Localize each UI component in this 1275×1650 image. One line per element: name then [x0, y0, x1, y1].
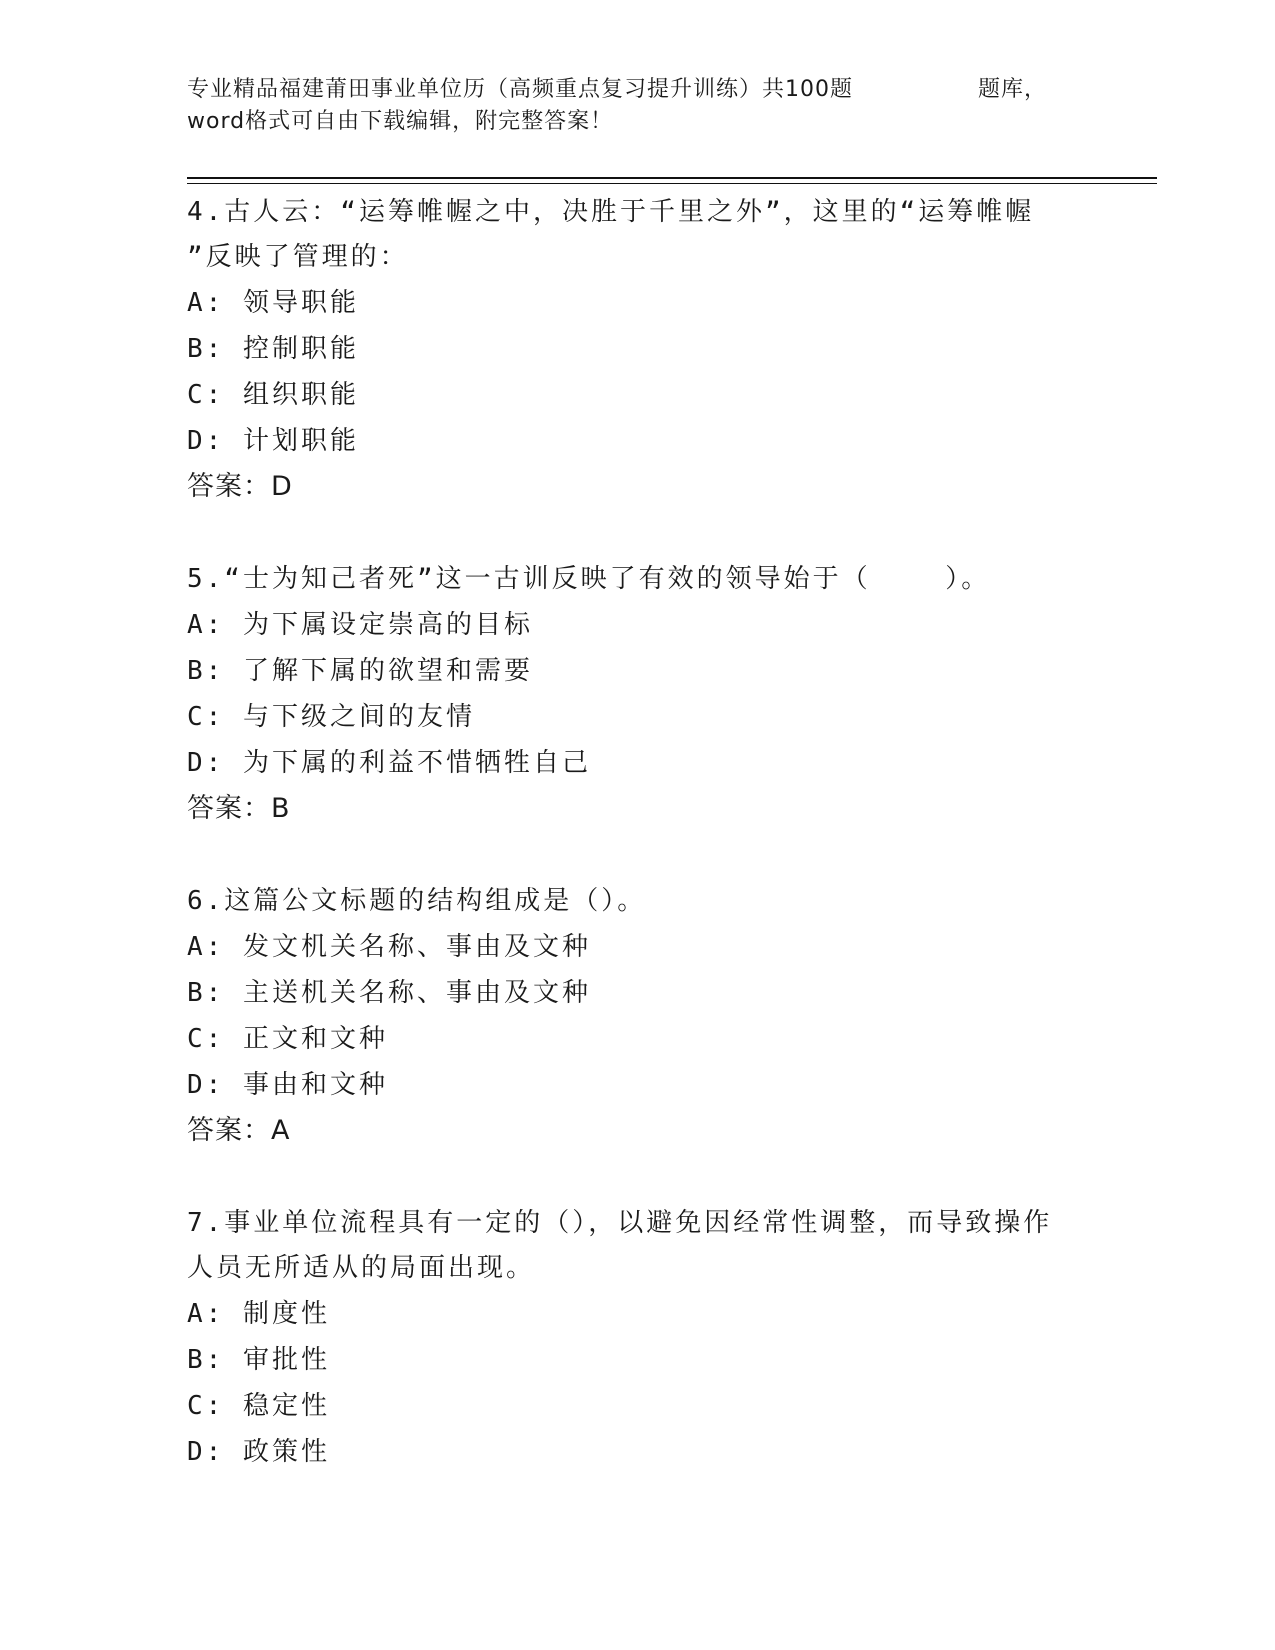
- answer-label: 答案：A: [187, 1115, 291, 1146]
- option-c: C: 稳定性: [187, 1391, 330, 1421]
- answer-label: 答案：B: [187, 793, 291, 824]
- question-7: [187, 1201, 1067, 1475]
- question-list: [187, 190, 1067, 1522]
- question-stem-line: 6.这篇公文标题的结构组成是（）。: [187, 886, 647, 916]
- question-stem-line: 人员无所适从的局面出现。: [187, 1253, 536, 1283]
- question-4: [187, 190, 1067, 510]
- option-d: D: 为下属的利益不惜牺牲自己: [187, 748, 591, 778]
- option-a: A: 为下属设定崇高的目标: [187, 610, 533, 640]
- option-a: A: 发文机关名称、事由及文种: [187, 932, 591, 962]
- option-c: C: 与下级之间的友情: [187, 702, 475, 732]
- question-stem-line: 7.事业单位流程具有一定的（），以避免因经常性调整，而导致操作: [187, 1208, 1053, 1238]
- option-b: B: 控制职能: [187, 334, 359, 364]
- question-6: [187, 879, 1067, 1154]
- option-b: B: 了解下属的欲望和需要: [187, 656, 533, 686]
- header-title-suffix: 题库，: [977, 77, 1047, 102]
- question-stem-line: ”反映了管理的：: [187, 242, 409, 272]
- header-divider-thick: [187, 177, 1157, 179]
- header-title: 专业精品福建莆田事业单位历（高频重点复习提升训练）共100题: [187, 77, 853, 102]
- option-a: A: 制度性: [187, 1299, 330, 1329]
- question-stem-line: 5.“士为知己者死”这一古训反映了有效的领导始于（ ）。: [187, 564, 991, 594]
- option-c: C: 正文和文种: [187, 1024, 388, 1054]
- option-d: D: 计划职能: [187, 426, 359, 456]
- option-d: D: 事由和文种: [187, 1070, 388, 1100]
- option-c: C: 组织职能: [187, 380, 359, 410]
- header-divider-thin: [187, 183, 1157, 184]
- answer-label: 答案：D: [187, 471, 293, 502]
- option-d: D: 政策性: [187, 1437, 330, 1467]
- document-header: [187, 74, 1087, 138]
- option-b: B: 主送机关名称、事由及文种: [187, 978, 591, 1008]
- header-line-1: [187, 74, 1047, 106]
- option-b: B: 审批性: [187, 1345, 330, 1375]
- question-stem-line: 4.古人云：“运筹帷幄之中，决胜于千里之外”，这里的“运筹帷幄: [187, 197, 1035, 227]
- question-5: [187, 557, 1067, 832]
- header-subtitle: word格式可自由下载编辑，附完整答案！: [187, 109, 614, 134]
- option-a: A: 领导职能: [187, 288, 359, 318]
